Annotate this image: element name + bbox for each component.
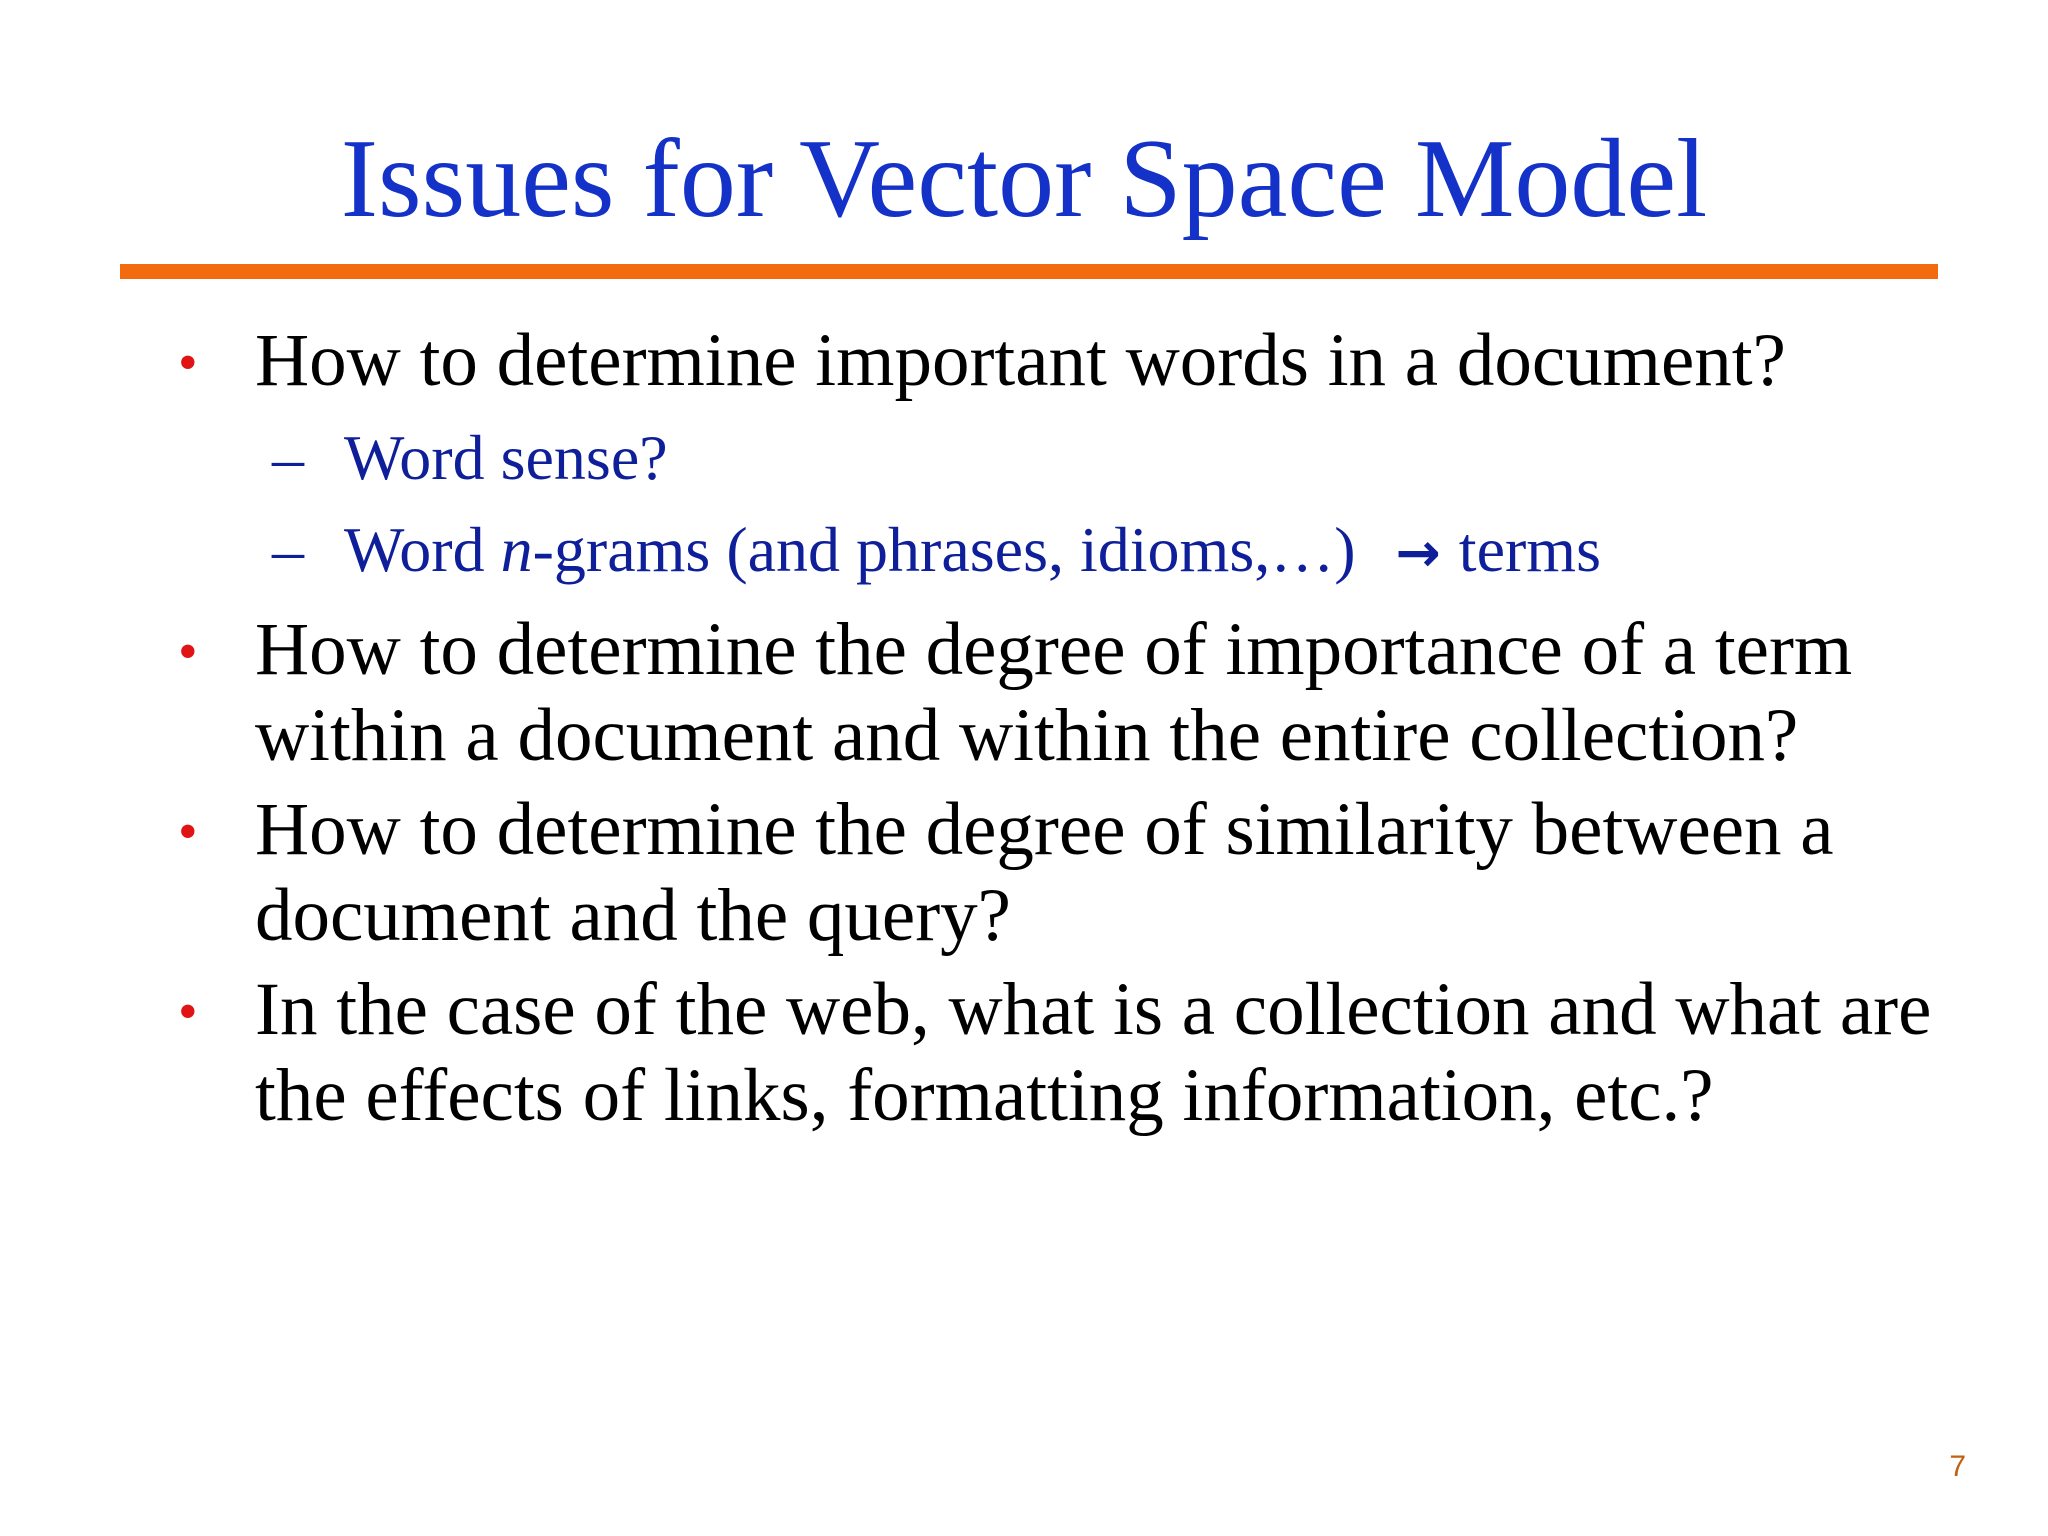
page-number: 7 [1949,1450,1966,1483]
bullet-item [172,967,1932,1139]
bullet-list [172,318,1932,1147]
sub-bullet-text: Word sense? [344,422,668,493]
sub-bullet-prefix: Word [344,514,501,585]
slide-title: Issues for Vector Space Model [340,117,1708,241]
dash-icon: – [272,422,304,493]
bullet-item [172,787,1932,959]
dash-icon: – [272,514,304,585]
bullet-dot-icon: • [178,621,198,683]
sub-bullet-list [172,412,1932,599]
bullet-dot-icon: • [178,981,198,1043]
bullet-dot-icon: • [178,332,198,394]
bullet-text: In the case of the web, what is a collection and what are the effects of links, formatting information, etc.? [255,968,1932,1137]
sub-bullet-after: terms [1458,514,1601,585]
title-divider [120,264,1938,279]
bullet-dot-icon: • [178,801,198,863]
bullet-item [172,607,1932,779]
bullet-item [172,318,1932,404]
sub-bullet-item [172,504,1932,599]
bullet-text: How to determine the degree of similarity between a document and the query? [255,788,1834,957]
sub-bullet-rest: -grams (and phrases, idioms,…) [532,514,1356,585]
bullet-text: How to determine the degree of importance of a term within a document and within the entire collection? [255,608,1853,777]
sub-bullet-italic: n [500,514,533,585]
sub-bullet-item [172,412,1932,504]
bullet-text: How to determine important words in a document? [255,319,1786,402]
right-arrow-icon: → [1395,521,1441,584]
